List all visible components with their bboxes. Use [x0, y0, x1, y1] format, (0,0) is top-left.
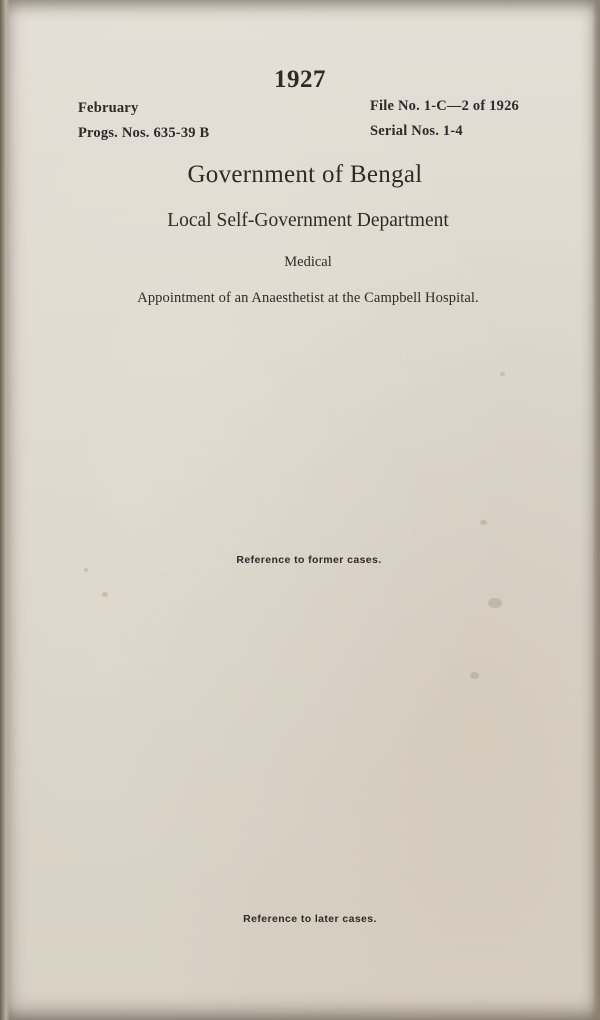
paper-right-edge [592, 0, 600, 1020]
paper-left-edge [0, 0, 10, 1020]
left-meta-block [78, 96, 209, 146]
right-meta-block [370, 94, 519, 144]
document-title: Government of Bengal [187, 161, 423, 188]
paper-stain [500, 372, 505, 376]
document-year: 1927 [274, 66, 326, 93]
month-label: February [78, 100, 139, 116]
paper-stain [488, 598, 502, 608]
paper-stain [102, 592, 108, 597]
reference-later-cases: Reference to later cases. [243, 913, 377, 925]
section-heading: Medical [284, 254, 332, 270]
paper-stain [470, 672, 479, 679]
file-number-label: File No. 1-C—2 of 1926 [370, 98, 519, 114]
department-heading: Local Self-Government Department [167, 210, 449, 231]
paper-stain [480, 520, 487, 525]
subject-line: Appointment of an Anaesthetist at the Campbell Hospital. [137, 290, 479, 306]
progs-label: Progs. Nos. 635-39 B [78, 125, 210, 141]
serial-numbers-label: Serial Nos. 1-4 [370, 123, 463, 139]
reference-former-cases: Reference to former cases. [236, 554, 382, 566]
paper-stain [84, 568, 88, 572]
